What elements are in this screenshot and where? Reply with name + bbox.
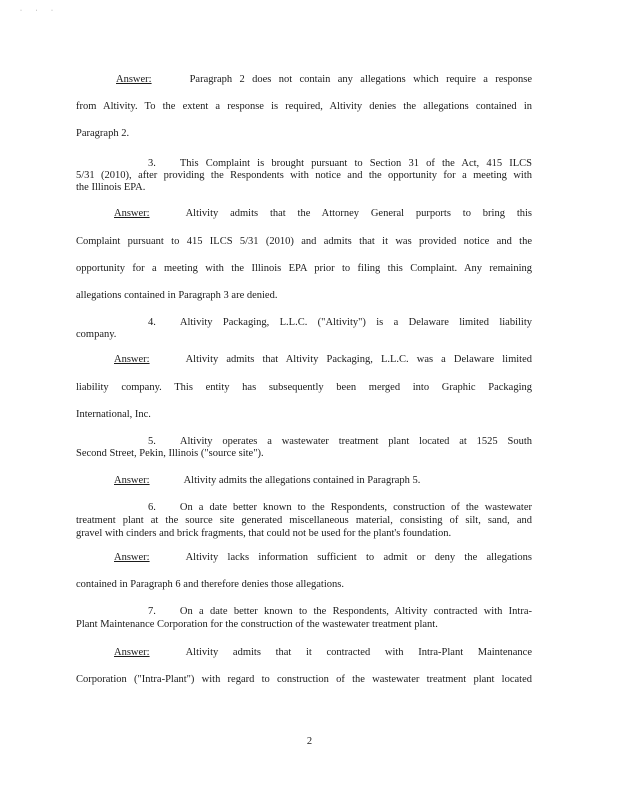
answer-2-line-3: Paragraph 2. [76,128,130,139]
answer-3-line-2: Complaint pursuant to 415 ILCS 5/31 (2010) and admits that it was provided notice and the [76,236,532,247]
paragraph-number: 3. [148,158,156,169]
paragraph-4-line-2: company. [76,329,117,340]
paragraph-6-line-1: 6. On a date better known to the Respondents, construction of the wastewater [148,502,532,513]
answer-4-line-3: International, Inc. [76,409,151,420]
answer-label: Answer: [114,208,150,219]
answer-7-line-1: Answer: Altivity admits that it contracted with Intra-Plant Maintenance [114,647,532,658]
answer-2-line-2: from Altivity. To the extent a response is required, Altivity denies the allegations contained in [76,101,532,112]
answer-label: Answer: [114,354,150,365]
paragraph-5-line-2: Second Street, Pekin, Illinois ("source site"). [76,448,264,459]
paragraph-number: 5. [148,436,156,447]
answer-6-line-1: Answer: Altivity lacks information sufficient to admit or deny the allegations [114,552,532,563]
paragraph-3-line-1: 3. This Complaint is brought pursuant to Section 31 of the Act, 415 ILCS [148,158,532,169]
paragraph-3-line-3: the Illinois EPA. [76,182,146,193]
paragraph-7-line-1: 7. On a date better known to the Respondents, Altivity contracted with Intra- [148,606,532,617]
paragraph-6-line-3: gravel with cinders and brick fragments, that could not be used for the plant's foundation. [76,528,452,539]
answer-7-line-2: Corporation ("Intra-Plant") with regard to construction of the wastewater treatment plant located [76,674,532,685]
answer-label: Answer: [114,552,150,563]
paragraph-number: 4. [148,317,156,328]
paragraph-7-line-2: Plant Maintenance Corporation for the construction of the wastewater treatment plant. [76,619,438,630]
answer-2-line-1: Answer: Paragraph 2 does not contain any allegations which require a response [116,74,532,85]
answer-label: Answer: [116,74,152,85]
answer-5-line-1: Answer: Altivity admits the allegations contained in Paragraph 5. [114,475,421,486]
answer-4-line-2: liability company. This entity has subsequently been merged into Graphic Packaging [76,382,532,393]
answer-4-line-1: Answer: Altivity admits that Altivity Packaging, L.L.C. was a Delaware limited [114,354,532,365]
paragraph-number: 6. [148,502,156,513]
answer-3-line-4: allegations contained in Paragraph 3 are denied. [76,290,278,301]
answer-6-line-2: contained in Paragraph 6 and therefore denies those allegations. [76,579,344,590]
paragraph-3-line-2: 5/31 (2010), after providing the Respondents with notice and the opportunity for a meeting with [76,170,532,181]
paragraph-4-line-1: 4. Altivity Packaging, L.L.C. ("Altivity") is a Delaware limited liability [148,317,532,328]
answer-3-line-3: opportunity for a meeting with the Illinois EPA prior to filing this Complaint. Any remaining [76,263,532,274]
scan-specks: · · · [20,8,59,14]
paragraph-6-line-2: treatment plant at the source site generated miscellaneous material, consisting of silt, sand, and [76,515,532,526]
page-number: 2 [306,736,313,747]
paragraph-5-line-1: 5. Altivity operates a wastewater treatment plant located at 1525 South [148,436,532,447]
answer-3-line-1: Answer: Altivity admits that the Attorney General purports to bring this [114,208,532,219]
answer-label: Answer: [114,647,150,658]
answer-label: Answer: [114,475,150,486]
paragraph-number: 7. [148,606,156,617]
